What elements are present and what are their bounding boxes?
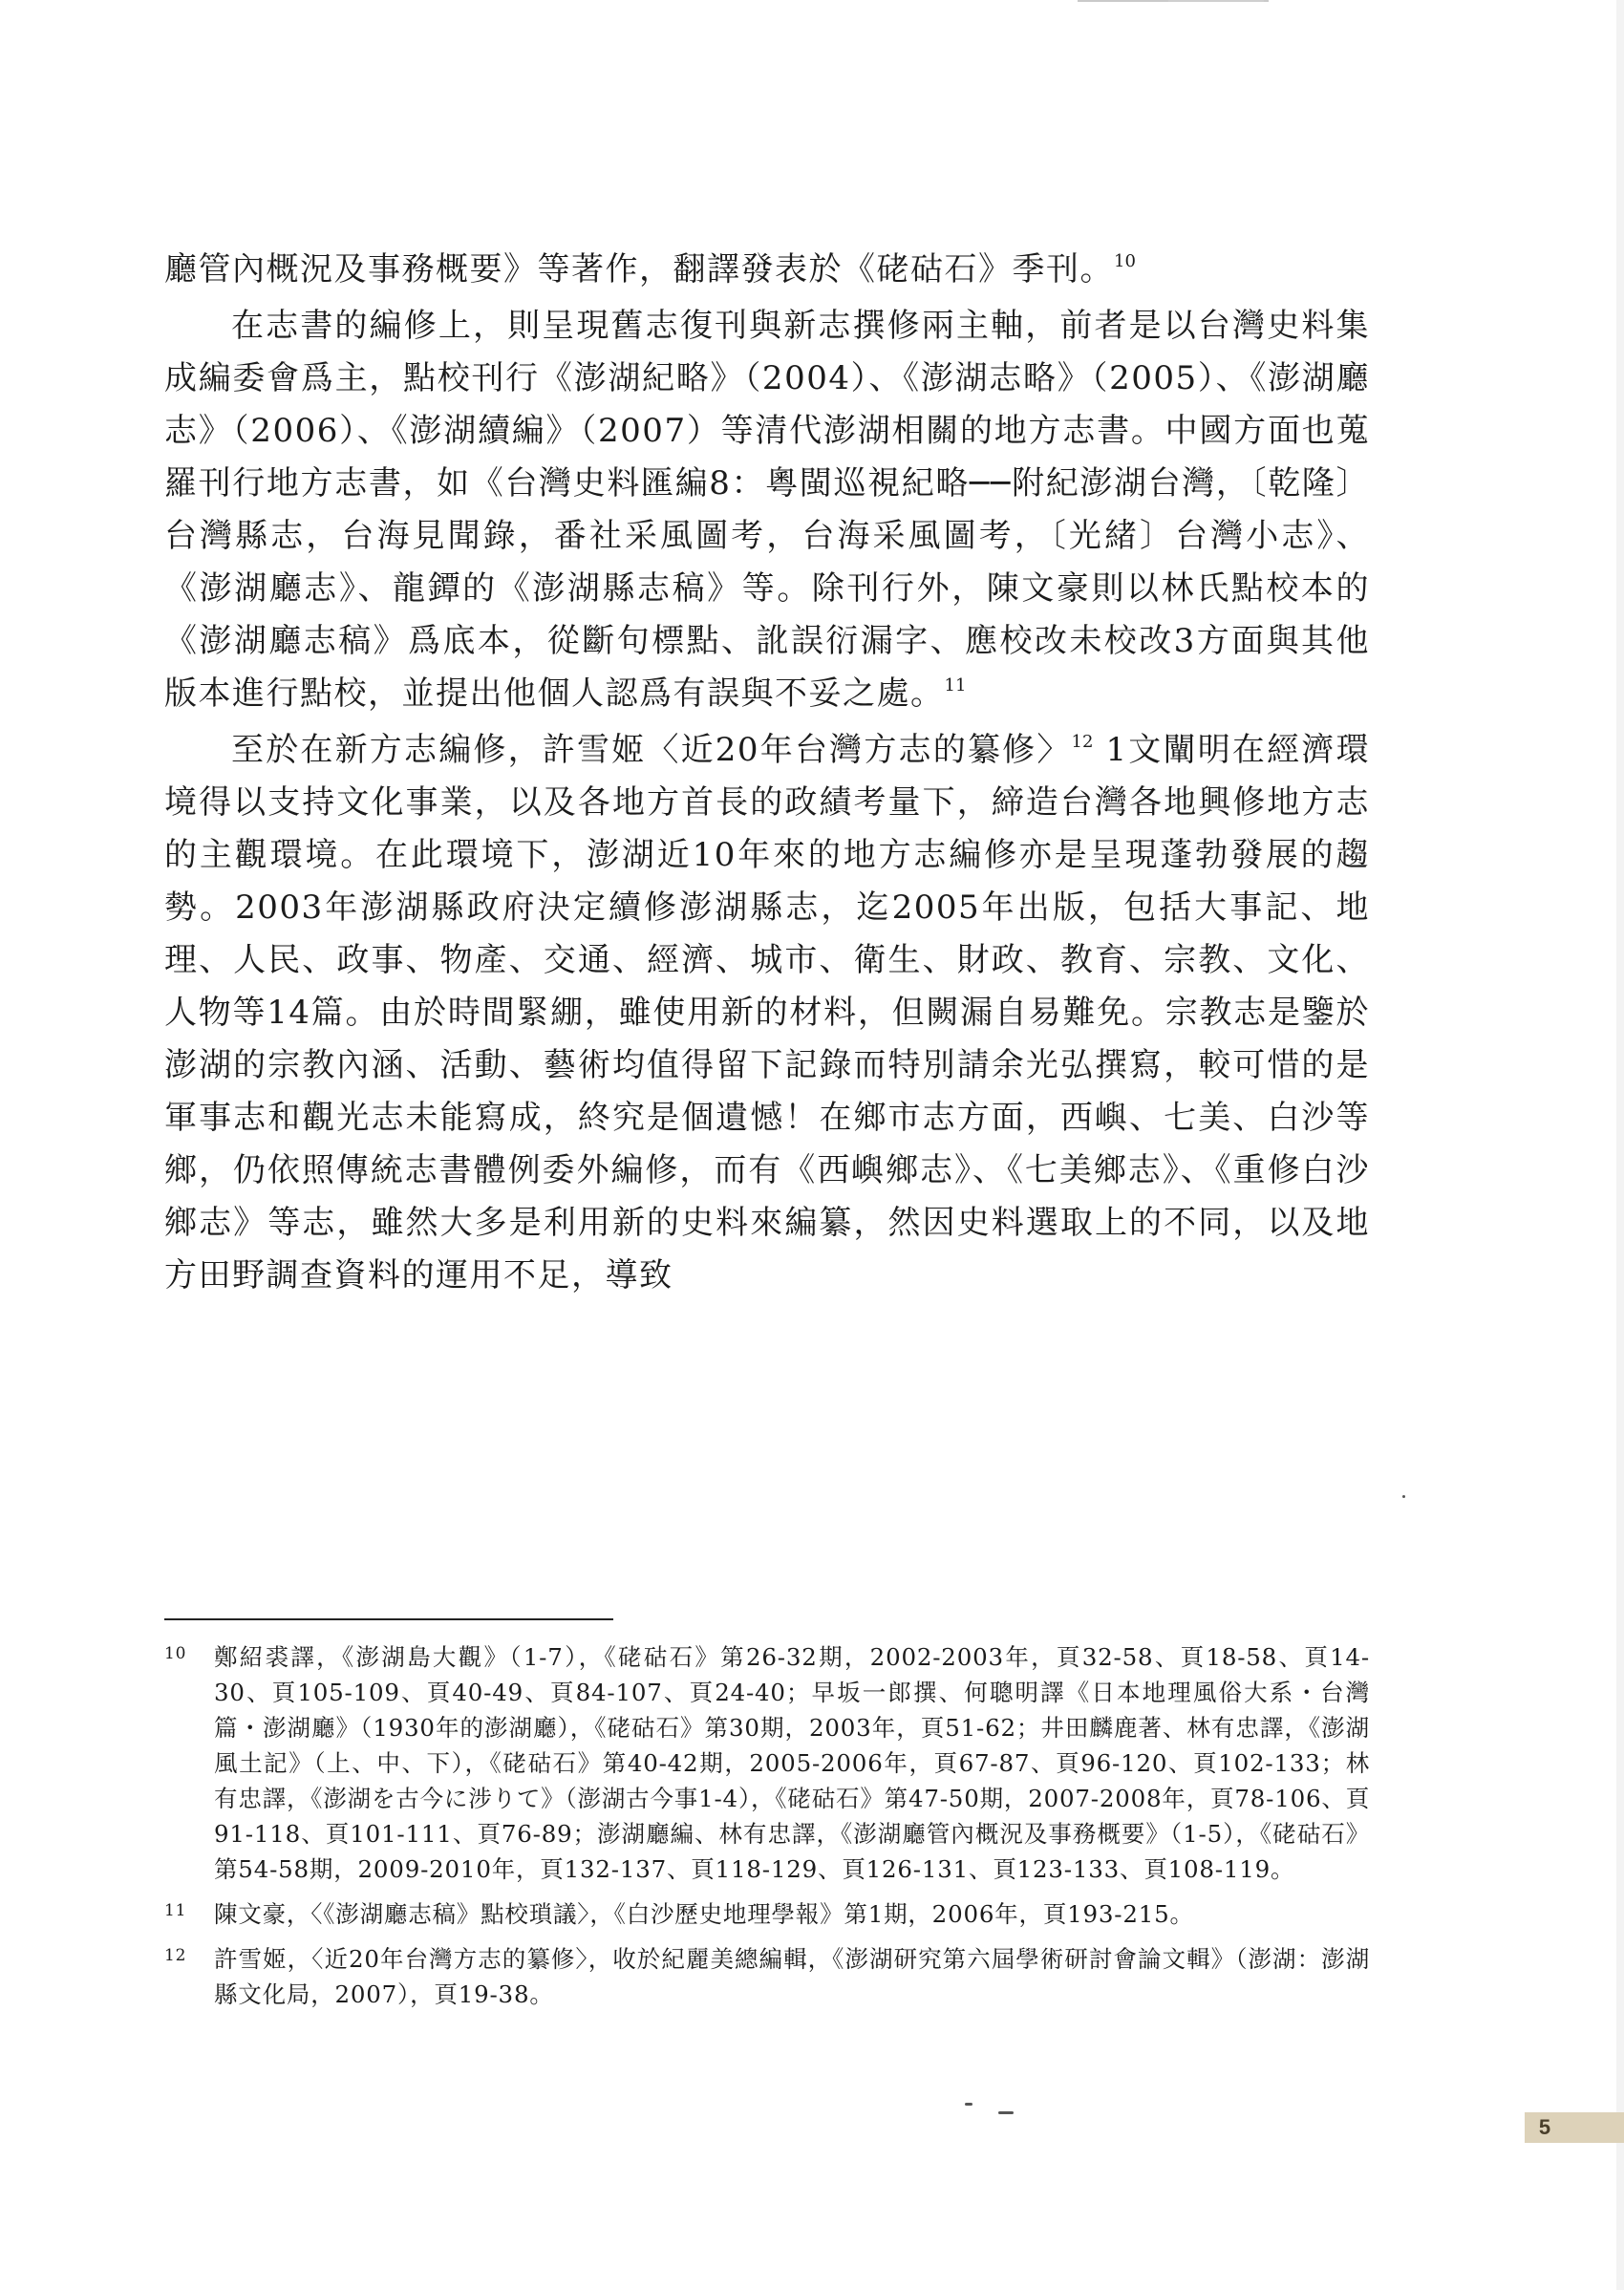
footnote-text: 陳文豪，〈《澎湖廳志稿》點校瑣議〉，《白沙歷史地理學報》第1期，2006年，頁193-215。 [214, 1900, 1194, 1928]
paragraph-1-text: 廳管內概況及事務概要》等著作，翻譯發表於《硓𥑮石》季刊。 [164, 250, 1114, 289]
paragraph-1 [164, 244, 1370, 296]
scan-speck [998, 2111, 1014, 2114]
footnote-number: 12 [164, 1946, 187, 1965]
footnote-text: 鄭紹裘譯，《澎湖島大觀》（1-7），《硓𥑮石》第26-32期，2002-2003年，頁32-58、頁18-58、頁14-30、頁105-109、頁40-49、頁84-107、頁24-40；早坂一郎撰、何聰明譯《日本地理風俗大系・台灣篇・澎湖廳》（1930年的澎湖廳），《硓𥑮石》第30期，2003年，頁51-62；井田麟鹿著、林有忠譯，《澎湖風土記》（上、中、下），《硓𥑮石》第40-42期，2005-2006年，頁67-87、頁96-120、頁102-133；林有忠譯，《澎湖を古今に涉りて》（澎湖古今事1-4），《硓𥑮石》第47-50期，2007-2008年，頁78-106、頁91-118、頁101-111、頁76-89；澎湖廳編、林有忠譯，《澎湖廳管內概況及事務概要》（1-5），《硓𥑮石》第54-58期，2009-2010年，頁132-137、頁118-129、頁126-131、頁123-133、頁108-119。 [214, 1643, 1370, 1883]
paragraph-3-text-a: 至於在新方志編修，許雪姬〈近20年台灣方志的纂修〉 [231, 731, 1072, 769]
footnote-ref-12[interactable]: 12 [1071, 732, 1094, 752]
paragraph-2 [164, 300, 1370, 720]
footnote-10 [164, 1639, 1370, 1887]
top-edge-mark [1078, 0, 1269, 11]
footnote-12 [164, 1941, 1370, 2012]
body-text [164, 244, 1370, 1302]
footnote-text: 許雪姬，〈近20年台灣方志的纂修〉，收於紀麗美總編輯，《澎湖研究第六屆學術研討會論文輯》（澎湖：澎湖縣文化局，2007），頁19-38。 [214, 1945, 1370, 2008]
paragraph-2-text: 在志書的編修上，則呈現舊志復刊與新志撰修兩主軸，前者是以台灣史料集成編委會爲主，點校刊行《澎湖紀略》（2004）、《澎湖志略》（2005）、《澎湖廳志》（2006）、《澎湖續編》（2007）等清代澎湖相關的地方志書。中國方面也蒐羅刊行地方志書，如《台灣史料匯編8：粵閩巡視紀略──附紀澎湖台灣，〔乾隆〕台灣縣志，台海見聞錄，番社采風圖考，台海采風圖考，〔光緒〕台灣小志》、《澎湖廳志》、龍鐔的《澎湖縣志稿》等。除刊行外，陳文豪則以林氏點校本的《澎湖廳志稿》爲底本，從斷句標點、訛誤衍漏字、應校改未校改3方面與其他版本進行點校，並提出他個人認爲有誤與不妥之處。 [164, 307, 1370, 713]
scan-speck [965, 2103, 972, 2106]
footnote-number: 10 [164, 1644, 187, 1663]
footnote-number: 11 [164, 1901, 187, 1920]
scan-speck [1402, 1495, 1405, 1498]
paragraph-3 [164, 724, 1370, 1302]
page-edge-shadow [1616, 0, 1624, 2290]
page-number: 5 [1538, 2115, 1551, 2139]
footnote-11 [164, 1896, 1370, 1932]
footnotes [164, 1639, 1370, 2022]
footnote-ref-10[interactable]: 10 [1114, 251, 1136, 271]
footnote-divider [164, 1618, 613, 1620]
paragraph-3-text-b: 1文闡明在經濟環境得以支持文化事業，以及各地方首長的政績考量下，締造台灣各地興修地方志的主觀環境。在此環境下，澎湖近10年來的地方志編修亦是呈現蓬勃發展的趨勢。2003年澎湖縣政府決定續修澎湖縣志，迄2005年出版，包括大事記、地理、人民、政事、物產、交通、經濟、城市、衛生、財政、教育、宗教、文化、人物等14篇。由於時間緊綳，雖使用新的材料，但闕漏自易難免。宗教志是鑒於澎湖的宗教內涵、活動、藝術均值得留下記錄而特別請余光弘撰寫，較可惜的是軍事志和觀光志未能寫成，終究是個遺憾！在鄉市志方面，西嶼、七美、白沙等鄉，仍依照傳統志書體例委外編修，而有《西嶼鄉志》、《七美鄉志》、《重修白沙鄉志》等志，雖然大多是利用新的史料來編纂，然因史料選取上的不同，以及地方田野調查資料的運用不足，導致 [164, 731, 1370, 1295]
footnote-ref-11[interactable]: 11 [944, 675, 967, 696]
